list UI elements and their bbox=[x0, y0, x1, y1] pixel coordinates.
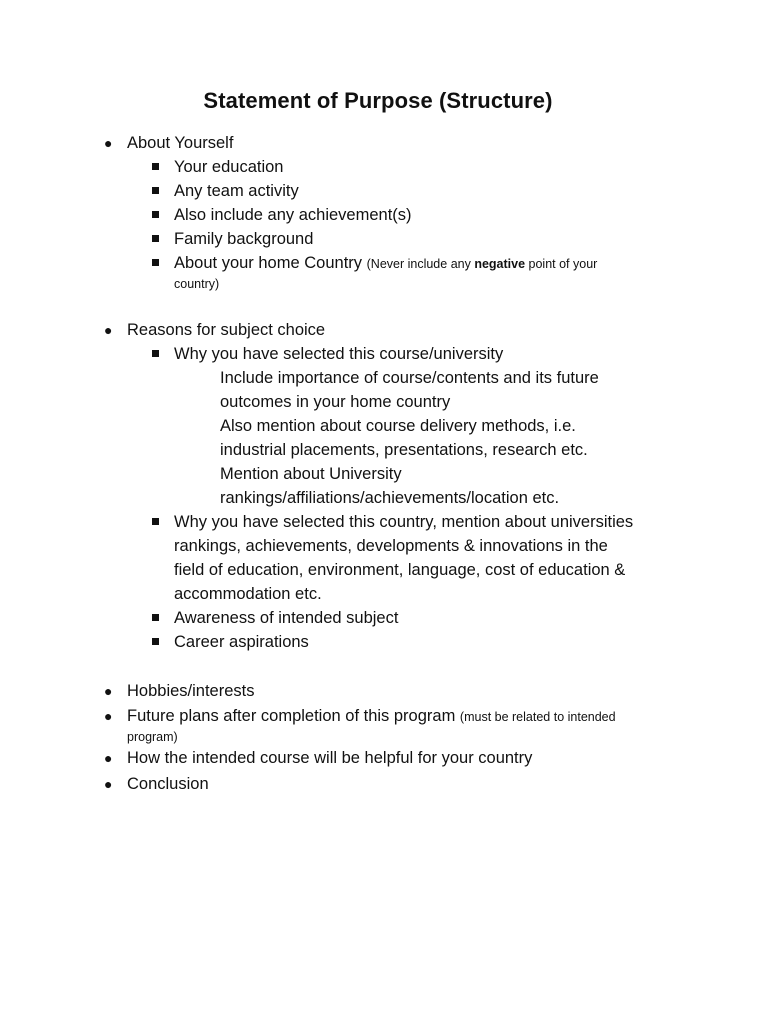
future-plans-label: Future plans after completion of this program bbox=[127, 707, 456, 725]
home-country-note: (Never include any negative point of your bbox=[366, 257, 598, 271]
list-item: Career aspirations bbox=[174, 633, 309, 651]
note-emphasis: negative bbox=[474, 257, 526, 271]
square-bullet-icon bbox=[152, 259, 159, 266]
square-bullet-icon bbox=[152, 235, 159, 242]
section-heading-future-plans bbox=[127, 704, 616, 729]
section-heading-reasons: Reasons for subject choice bbox=[127, 321, 326, 339]
list-item-country-cont: field of education, environment, language, cost of education & bbox=[174, 561, 626, 579]
square-bullet-icon bbox=[152, 211, 159, 218]
future-plans-note: (must be related to intended bbox=[459, 710, 616, 724]
home-country-note-continued: country) bbox=[174, 277, 220, 291]
detail-line: Mention about University bbox=[220, 465, 402, 483]
section-heading-conclusion: Conclusion bbox=[127, 775, 209, 793]
detail-line: rankings/affiliations/achievements/location etc. bbox=[220, 489, 560, 507]
bullet-icon: ● bbox=[104, 135, 113, 151]
square-bullet-icon bbox=[152, 614, 159, 621]
detail-line: industrial placements, presentations, research etc. bbox=[220, 441, 588, 459]
detail-line: Also mention about course delivery methods, i.e. bbox=[220, 417, 576, 435]
page-title: Statement of Purpose (Structure) bbox=[203, 88, 553, 113]
list-item: Any team activity bbox=[174, 182, 299, 200]
list-item: Also include any achievement(s) bbox=[174, 206, 412, 224]
bullet-icon: ● bbox=[104, 776, 113, 792]
list-item-course: Why you have selected this course/university bbox=[174, 345, 504, 363]
home-country-label: About your home Country bbox=[174, 254, 363, 272]
square-bullet-icon bbox=[152, 187, 159, 194]
section-heading-hobbies: Hobbies/interests bbox=[127, 682, 255, 700]
square-bullet-icon bbox=[152, 518, 159, 525]
list-item: Your education bbox=[174, 158, 284, 176]
list-item-home-country bbox=[174, 251, 597, 276]
future-plans-note-continued: program) bbox=[127, 730, 178, 744]
bullet-icon: ● bbox=[104, 708, 113, 724]
bullet-icon: ● bbox=[104, 683, 113, 699]
section-heading-about-yourself: About Yourself bbox=[127, 134, 234, 152]
list-item-country-cont: accommodation etc. bbox=[174, 585, 322, 603]
bullet-icon: ● bbox=[104, 322, 113, 338]
list-item-country-cont: rankings, achievements, developments & innovations in the bbox=[174, 537, 608, 555]
detail-line: outcomes in your home country bbox=[220, 393, 451, 411]
bullet-icon: ● bbox=[104, 750, 113, 766]
detail-line: Include importance of course/contents and its future bbox=[220, 369, 599, 387]
square-bullet-icon bbox=[152, 163, 159, 170]
list-item-country: Why you have selected this country, mention about universities bbox=[174, 513, 634, 531]
square-bullet-icon bbox=[152, 350, 159, 357]
list-item: Awareness of intended subject bbox=[174, 609, 399, 627]
list-item: Family background bbox=[174, 230, 314, 248]
section-heading-helpful: How the intended course will be helpful for your country bbox=[127, 749, 533, 767]
square-bullet-icon bbox=[152, 638, 159, 645]
